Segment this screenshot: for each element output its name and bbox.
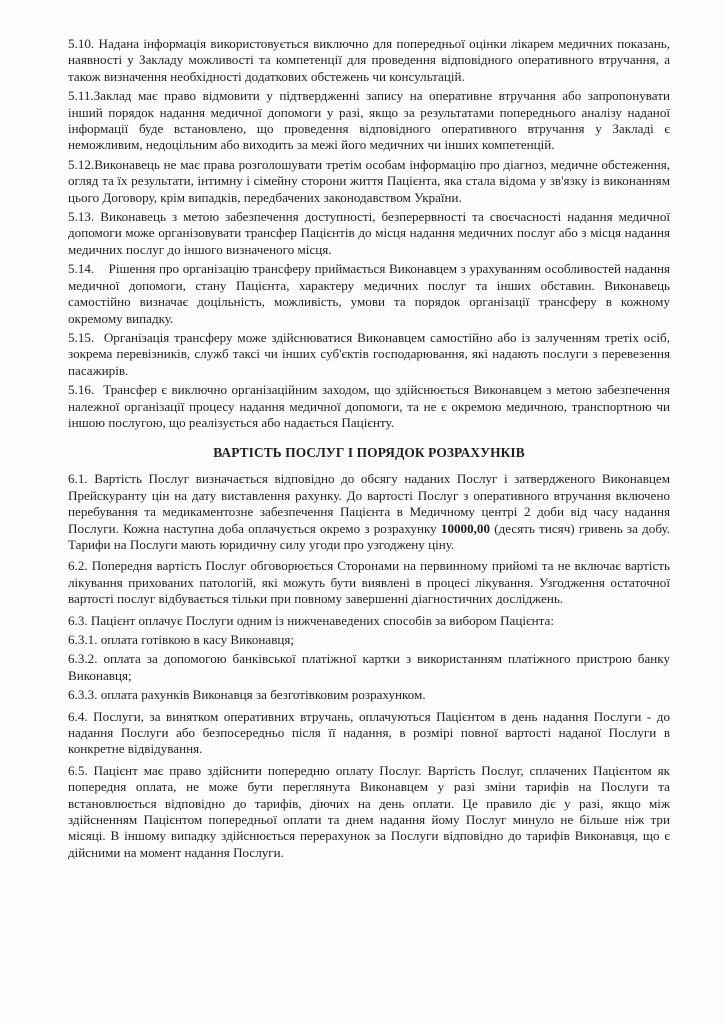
clause-6-4: 6.4. Послуги, за винятком оперативних втручань, оплачуються Пацієнтом в день надання Послуги - до надання Послуги або безпосередньо після її надання, в розмірі повної вартості наданої Послуги в конкретне відвідування. bbox=[68, 708, 670, 757]
clause-5-11: 5.11.Заклад має право відмовити у підтвердженні запису на оперативне втручання або запропонувати інший порядок надання медичної допомоги у разі, якщо за результатами попереднього аналізу наданої інформації буде встановлено, що проведення відповідного оперативного втручання у Закладі є неможливим, недоцільним або виходить за межі його медичних чи інших компетенцій. bbox=[68, 88, 670, 153]
clause-6-5: 6.5. Пацієнт має право здійснити попередню оплату Послуг. Вартість Послуг, сплачених Пацієнтом як попередня оплата, не може бути переглянута Виконавцем у разі зміни тарифів на Послуги та встановлюється відповідно до тарифів, діючих на день оплати. Це правило діє у разі, якщо між здійсненням Пацієнтом попередньої оплати та днем надання йому Послуг минуло не більше ніж три місяці. В іншому випадку здійснюється перерахунок за Послуги відповідно до тарифів Виконавця, що є дійсними на момент надання Послуги. bbox=[68, 762, 670, 860]
section-heading: ВАРТІСТЬ ПОСЛУГ І ПОРЯДОК РОЗРАХУНКІВ bbox=[213, 445, 525, 461]
section-6-clauses bbox=[68, 471, 670, 861]
clause-6-2: 6.2. Попередня вартість Послуг обговорюється Сторонами на первинному прийомі та не включає вартість лікування прихованих патологій, які можуть бути виявлені в процесі лікування. Узгодження остаточної вартості послуг відбувається тільки при повному завершенні діагностичних досліджень. bbox=[68, 558, 670, 607]
clause-6-1-text-end: (десять тисяч) гривень за добу. Тарифи на Послуги мають юридичну силу угоди про узгоджену ціну. bbox=[68, 520, 670, 552]
clause-6-3-1: 6.3.1. оплата готівкою в касу Виконавця; bbox=[68, 632, 295, 647]
clause-5-12: 5.12.Виконавець не має права розголошувати третім особам інформацію про діагноз, медичне обстеження, огляд та їх результати, інтимну і сімейну сторони життя Пацієнта, яка стала відома у зв'язку із виконанням цього Договору, крім випадків, передбачених законодавством України. bbox=[68, 156, 670, 205]
clause-5-13: 5.13. Виконавець з метою забезпечення доступності, безперервності та своєчасності надання медичної допомоги може організовувати трансфер Пацієнтів до місця надання медичних послуг або з місця надання медичних послуг до іншого визначеного місця. bbox=[68, 209, 670, 257]
clause-6-1-text-start: 6.1. Вартість Послуг визначається відповідно до обсягу наданих Послуг і затвердженого Виконавцем Прейскуранту цін на дату виставлення рахунку. До вартості Послуг з оперативного втручання включено перебування та медикаментозне забезпечення Пацієнта в Медичному центрі 2 доби від часу надання Послуги. Кожна наступна доба оплачується окремо з розрахунку bbox=[68, 471, 670, 536]
clause-6-3-2: 6.3.2. оплата за допомогою банківської платіжної картки з використанням платіжного пристрою банку Виконавця; bbox=[68, 651, 670, 683]
clause-6-3-3: 6.3.3. оплата рахунків Виконавця за безготівковим розрахунком. bbox=[68, 687, 426, 703]
clause-5-14: 5.14. Рішення про організацію трансферу приймається Виконавцем з урахуванням особливостей надання медичної допомоги, стану Пацієнта, характеру медичних послуг та інших обставин. Виконавець самостійно визначає доцільність, можливість, умови та порядок організації трансферу в кожному окремому випадку. bbox=[68, 261, 674, 326]
section-5-clauses bbox=[68, 36, 674, 431]
clause-5-16: 5.16. Трансфер є виключно організаційним заходом, що здійснюється Виконавцем з метою забезпечення належної організації процесу надання медичної допомоги, та не є окремою медичною, транспортною чи іншою послугою, що реалізується або надається Пацієнту. bbox=[68, 382, 674, 430]
clause-6-1 bbox=[68, 471, 670, 553]
daily-rate-amount: 10000,00 bbox=[440, 520, 491, 536]
clause-6-3: 6.3. Пацієнт оплачує Послуги одним із нижченаведених способів за вибором Пацієнта: bbox=[68, 612, 554, 628]
clause-5-15: 5.15. Організація трансферу може здійснюватися Виконавцем самостійно або із залученням третіх осіб, зокрема перевізників, служб таксі чи інших суб'єктів господарювання, які надають послуги з перевезення пасажирів. bbox=[68, 329, 674, 378]
clause-5-10: 5.10. Надана інформація використовується виключно для попередньої оцінки лікарем медичних показань, наявності у Закладу можливості та компетенції для проведення відповідного оперативного втручання, а також визначення необхідності додаткових обстежень чи консультацій. bbox=[68, 36, 670, 84]
